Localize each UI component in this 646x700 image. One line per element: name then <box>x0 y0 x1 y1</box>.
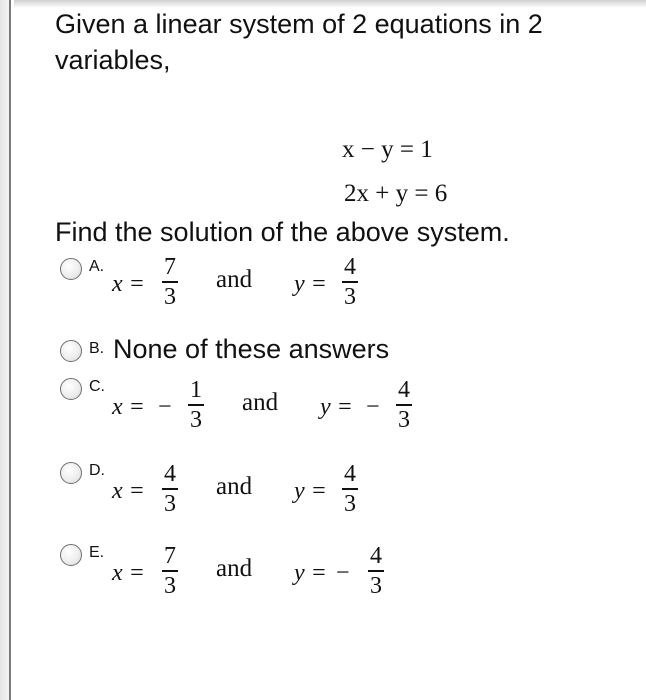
option-letter: C. <box>89 378 105 395</box>
x-label: x = <box>112 478 145 504</box>
x-numerator: 4 <box>164 461 176 487</box>
fraction-bar <box>188 404 204 406</box>
fraction-bar <box>342 281 358 283</box>
x-numerator: 7 <box>164 543 176 569</box>
and-word: and <box>216 555 253 582</box>
fraction-bar <box>162 281 178 283</box>
y-denominator: 3 <box>398 406 410 433</box>
y-denominator: 3 <box>344 283 356 310</box>
y-numerator: 4 <box>344 461 356 487</box>
radio-button-icon[interactable] <box>60 340 82 362</box>
x-label: x = <box>112 394 145 420</box>
option-c[interactable] <box>60 378 620 438</box>
option-b[interactable] <box>60 334 620 372</box>
x-fraction <box>186 378 206 432</box>
option-b-text: None of these answers <box>113 334 390 364</box>
y-sign: − <box>336 560 350 586</box>
x-numerator: 7 <box>164 254 176 280</box>
and-word: and <box>216 266 253 293</box>
equation-1: x − y = 1 <box>342 136 433 163</box>
and-word: and <box>242 389 279 416</box>
y-label: y = <box>294 560 327 586</box>
y-label: y = <box>294 271 327 297</box>
option-letter: B. <box>89 340 105 357</box>
option-d[interactable] <box>60 462 620 522</box>
y-sign: − <box>366 394 380 420</box>
fraction-bar <box>368 570 384 572</box>
radio-button-icon[interactable] <box>60 544 82 566</box>
x-sign: − <box>158 394 172 420</box>
x-fraction <box>160 462 180 516</box>
y-label: y = <box>320 394 353 420</box>
y-fraction <box>366 544 386 598</box>
option-letter: D. <box>89 462 105 479</box>
y-denominator: 3 <box>344 490 356 517</box>
y-label: y = <box>294 478 327 504</box>
y-numerator: 4 <box>398 377 410 403</box>
x-label: x = <box>112 560 145 586</box>
fraction-bar <box>162 570 178 572</box>
option-e[interactable] <box>60 544 620 604</box>
option-letter: E. <box>89 544 105 561</box>
radio-button-icon[interactable] <box>60 462 82 484</box>
equation-2: 2x + y = 6 <box>344 180 448 207</box>
x-denominator: 3 <box>164 490 176 517</box>
instruction-text: Find the solution of the above system. <box>55 217 510 247</box>
option-letter: A. <box>89 258 105 275</box>
y-denominator: 3 <box>370 572 382 599</box>
question-text: Given a linear system of 2 equations in 2 variables, <box>55 9 543 75</box>
x-denominator: 3 <box>164 572 176 599</box>
left-margin-rule <box>0 0 14 700</box>
y-fraction <box>340 462 360 516</box>
y-fraction <box>340 255 360 309</box>
y-numerator: 4 <box>344 254 356 280</box>
radio-button-icon[interactable] <box>60 378 82 400</box>
x-fraction <box>160 544 180 598</box>
x-numerator: 1 <box>190 377 202 403</box>
y-numerator: 4 <box>370 543 382 569</box>
x-denominator: 3 <box>164 283 176 310</box>
fraction-bar <box>162 488 178 490</box>
x-label: x = <box>112 271 145 297</box>
fraction-bar <box>396 404 412 406</box>
radio-button-icon[interactable] <box>60 258 82 280</box>
and-word: and <box>216 473 253 500</box>
option-a[interactable] <box>60 254 620 318</box>
y-fraction <box>394 378 414 432</box>
x-denominator: 3 <box>190 406 202 433</box>
x-fraction <box>160 255 180 309</box>
fraction-bar <box>342 488 358 490</box>
